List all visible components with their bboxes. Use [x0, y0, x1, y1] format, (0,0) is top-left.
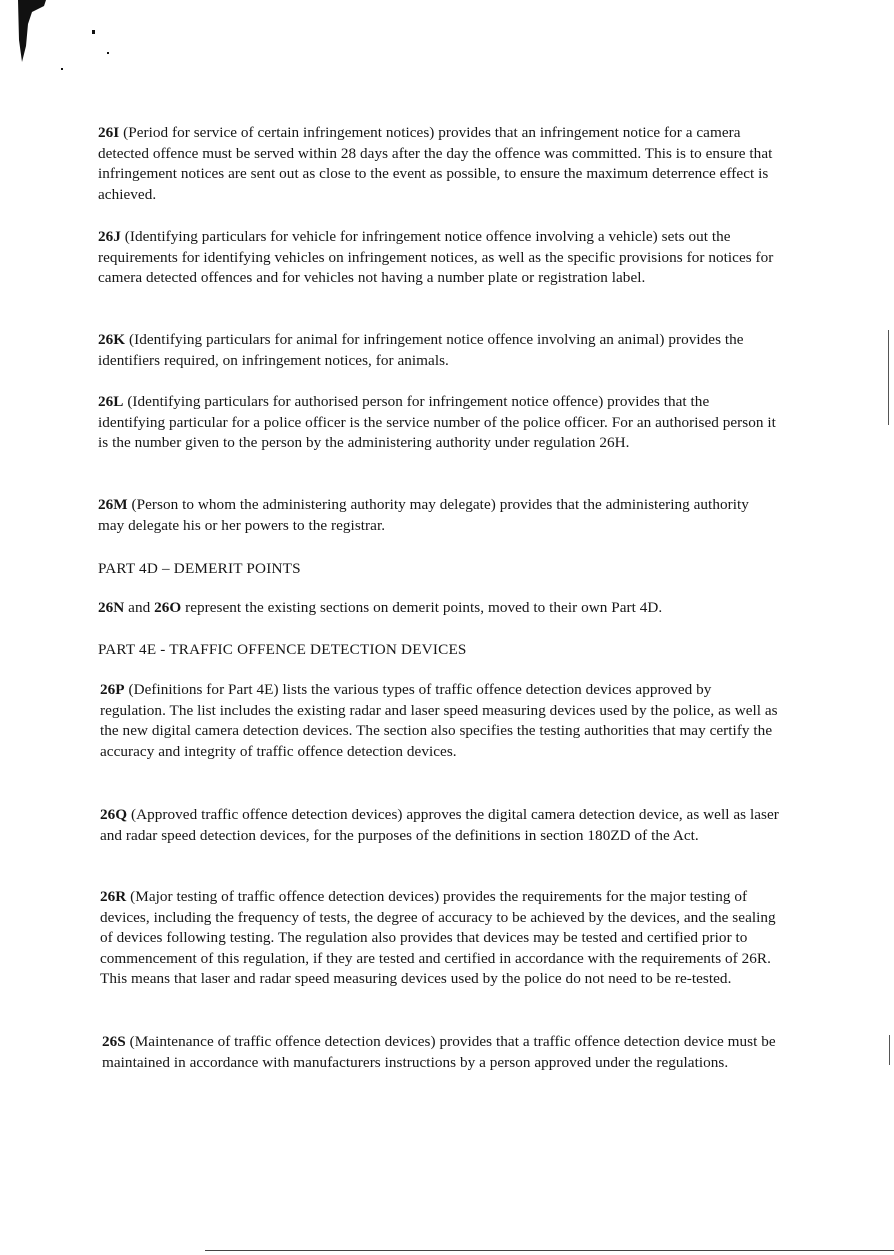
section-26I [98, 123, 778, 205]
scan-bottom-line [205, 1250, 894, 1251]
section-code: 26M [98, 496, 128, 513]
section-text: (Approved traffic offence detection devices) approves the digital camera detection device, as well as laser and radar speed detection devices, for the purposes of the definitions in section 180ZD of the Act. [100, 806, 779, 844]
section-code: 26P [100, 681, 125, 698]
section-code: 26J [98, 228, 121, 245]
part-4e-heading: PART 4E - TRAFFIC OFFENCE DETECTION DEVICES [98, 641, 467, 658]
section-code: 26N [98, 599, 125, 616]
section-code: 26O [154, 599, 182, 616]
part-4d-heading: PART 4D – DEMERIT POINTS [98, 560, 301, 577]
section-26S [102, 1032, 782, 1073]
section-26M [98, 495, 778, 536]
section-text: (Identifying particulars for authorised person for infringement notice offence) provides that the identifying particular for a police officer is the service number of the police officer. For an authorised person it is the number given to the person by the administering authority under regulation 26H. [98, 393, 776, 452]
section-text: (Identifying particulars for vehicle for infringement notice offence involving a vehicle) sets out the requirements for identifying vehicles on infringement notices, as well as the specific provisions for notices for camera detected offences and for vehicles not having a number plate or registration label. [98, 228, 774, 287]
section-code: 26K [98, 331, 126, 348]
section-text: and [124, 599, 155, 616]
scan-speck [61, 68, 63, 70]
section-26P [100, 680, 780, 762]
scan-edge-line [889, 1035, 890, 1065]
section-26Q [100, 805, 780, 846]
section-text: represent the existing sections on demerit points, moved to their own Part 4D. [181, 599, 663, 616]
section-26R [100, 887, 790, 990]
scan-speck [107, 52, 109, 54]
section-code: 26Q [100, 806, 128, 823]
scan-speck [92, 30, 95, 34]
section-text: (Period for service of certain infringement notices) provides that an infringement notice for a camera detected offence must be served within 28 days after the day the offence was committed. This is to ensure that infringement notices are sent out as close to the event as possible, to ensure the maximum deterrence effect is achieved. [98, 124, 773, 203]
section-code: 26I [98, 124, 120, 141]
section-text: (Maintenance of traffic offence detection devices) provides that a traffic offence detection device must be maintained in accordance with manufacturers instructions by a person approved under the regulations. [102, 1033, 776, 1071]
section-26K [98, 330, 778, 371]
section-text: (Major testing of traffic offence detection devices) provides the requirements for the major testing of devices, including the frequency of tests, the degree of accuracy to be achieved by the devices, and the sealing of devices following testing. The regulation also provides that devices may be tested and certified prior to commencement of this regulation, if they are tested and certified in accordance with the requirements of 26R. This means that laser and radar speed measuring devices used by the police do not need to be re-tested. [100, 888, 776, 988]
section-code: 26L [98, 393, 124, 410]
section-26N-26O [98, 598, 798, 619]
scan-corner-mark [18, 0, 48, 70]
section-26J [98, 227, 778, 289]
section-code: 26S [102, 1033, 126, 1050]
section-code: 26R [100, 888, 127, 905]
section-text: (Person to whom the administering authority may delegate) provides that the administering authority may delegate his or her powers to the registrar. [98, 496, 749, 534]
section-26L [98, 392, 778, 454]
section-text: (Identifying particulars for animal for infringement notice offence involving an animal) provides the identifiers required, on infringement notices, for animals. [98, 331, 744, 369]
scan-edge-line [888, 330, 889, 425]
section-text: (Definitions for Part 4E) lists the various types of traffic offence detection devices approved by regulation. The list includes the existing radar and laser speed measuring devices used by the police, as well as the new digital camera detection devices. The section also specifies the testing authorities that may certify the accuracy and integrity of traffic offence detection devices. [100, 681, 778, 760]
